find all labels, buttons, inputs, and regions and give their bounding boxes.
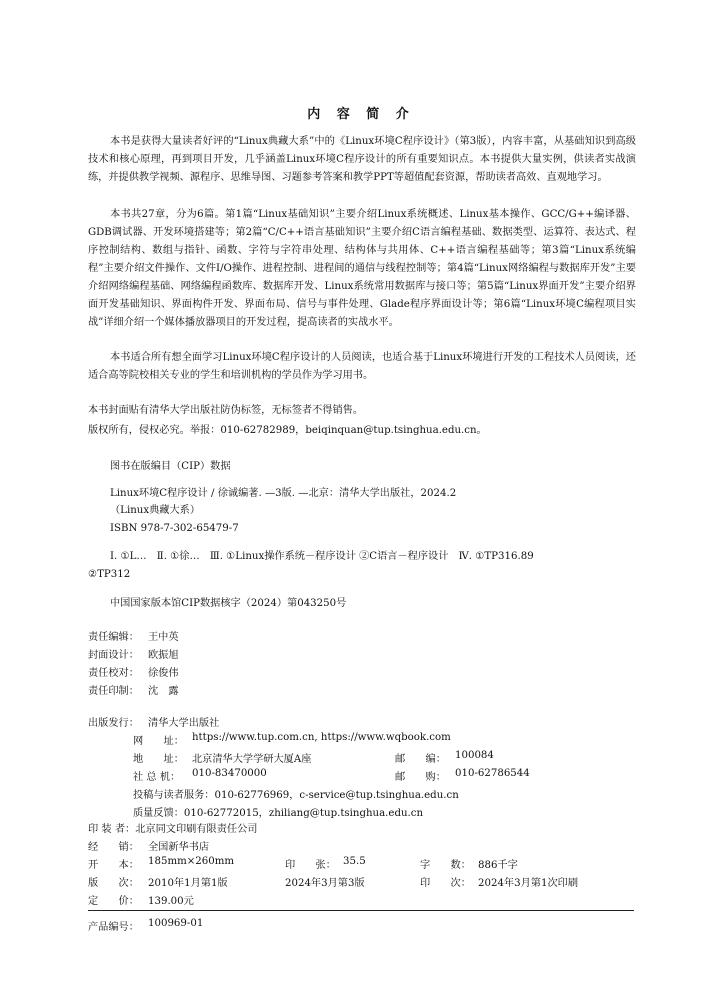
address-value: 北京清华大学学研大厦A座 [192,754,312,765]
edition-value: 2010年1月第1版 [148,878,228,889]
edition-label: 版 次： [88,878,139,889]
sheets-value: 35.5 [343,856,366,867]
notice-copyright: 版权所有，侵权必究。举报：010-62782989，beiqinquan@tup.tsinghua.edu.cn。 [88,425,487,436]
address-label: 地 址： [133,754,184,765]
editor-value: 王中英 [148,632,179,643]
intro-paragraph-2: 本书共27章，分为6篇。第1篇“Linux基础知识”主要介绍Linux系统概述、Linux基本操作、GCC/G++编译器、GDB调试器、开发环境搭建等；第2篇“C/C++语言基础知识”主要介绍C语言编程基础、数据类型、运算符、表达式、程序控制结构、数组与指针、函数、字符与字符串处理、结构体与共用体、C++语言编程基础等；第3篇“Linux系统编程”主要介绍文件操作、文件I/O操作、进程控制、进程间的通信与线程控制等；第4篇“Linux网络编程与数据库开发”主要介绍网络编程基础、网络编程函数库、数据库开发、Linux系统常用数据库与接口等；第5篇“Linux界面开发”主要介绍界面开发基础知识、界面构件开发、界面布局、信号与事件处理、Glade程序界面设计等；第6篇“Linux环境C编程项目实战”详细介绍一个媒体播放器项目的开发过程，提高读者的实战水平。 [88,209,636,328]
reader-service: 投稿与读者服务：010-62776969，c-service@tup.tsinghua.edu.cn [133,790,459,801]
price-value: 139.00元 [148,896,194,907]
proofreader-value: 徐俊伟 [148,668,179,679]
website-label: 网 址： [133,736,184,747]
switchboard-label: 社 总 机： [133,772,181,783]
cover-designer-value: 欧振旭 [148,650,179,661]
word-count-value: 886千字 [478,860,518,871]
intro-paragraph-3: 本书适合所有想全面学习Linux环境C程序设计的人员阅读，也适合基于Linux环境进行开发的工程技术人员阅读，还适合高等院校相关专业的学生和培训机构的学员作为学习用书。 [88,352,636,381]
notice-anti-counterfeit: 本书封面贴有清华大学出版社防伪标签，无标签者不得销售。 [88,405,364,416]
cip-isbn: ISBN 978-7-302-65479-7 [110,523,239,534]
cip-line-1: Linux环境C程序设计 / 徐诚编著. —3版. —北京：清华大学出版社，2024.2 [110,488,457,499]
cip-record: 中国国家版本馆CIP数据核字（2024）第043250号 [110,598,347,609]
impression-label: 印 次： [420,878,471,889]
website-value: https://www.tup.com.cn, https://www.wqbook.com [192,732,451,743]
cip-classification-2: ②TP312 [88,569,131,580]
format-label: 开 本： [88,860,139,871]
distributor-value: 全国新华书店 [148,842,210,853]
distributor-label: 经 销： [88,842,139,853]
impression-value: 2024年3月第1次印刷 [478,878,579,889]
postcode-label: 邮 编： [395,754,446,765]
postcode-value: 100084 [455,750,494,761]
sheets-label: 印 张： [285,860,336,871]
print-manager-label: 责任印制： [88,686,139,697]
publisher-name: 清华大学出版社 [148,718,220,729]
mail-order-value: 010-62786544 [455,768,530,779]
proofreader-label: 责任校对： [88,668,139,679]
price-label: 定 价： [88,896,139,907]
product-code-value: 100969-01 [148,918,204,929]
intro-paragraph-1: 本书是获得大量读者好评的“Linux典藏大系”中的《Linux环境C程序设计》（第3版），内容丰富，从基础知识到高级技术和核心原理，再到项目开发，几乎涵盖Linux环境C程序设计的所有重要知识点。本书提供大量实例，供读者实战演练，并提供教学视频、源程序、思维导图、习题参考答案和教学PPT等超值配套资源，帮助读者高效、直观地学习。 [88,136,636,183]
divider [88,910,634,911]
print-manager-value: 沈 露 [148,686,179,697]
publisher-label: 出版发行： [88,718,139,729]
editor-label: 责任编辑： [88,632,139,643]
page-title: 内 容 简 介 [307,107,415,122]
product-code-label: 产品编号： [88,922,139,933]
printer: 印 装 者：北京同文印刷有限责任公司 [88,824,258,835]
cip-heading: 图书在版编目（CIP）数据 [110,461,231,472]
quality-feedback: 质量反馈：010-62772015，zhiliang@tup.tsinghua.edu.cn [133,808,424,819]
word-count-label: 字 数： [420,860,471,871]
cip-classification: Ⅰ. ①L… Ⅱ. ①徐… Ⅲ. ①Linux操作系统－程序设计 ②C语言－程序设计 Ⅳ. ①TP316.89 [110,551,534,562]
edition-third: 2024年3月第3版 [285,878,365,889]
cover-designer-label: 封面设计： [88,650,139,661]
switchboard-value: 010-83470000 [192,768,267,779]
format-value: 185mm×260mm [148,856,235,867]
cip-line-2: （Linux典藏大系） [110,505,201,516]
mail-order-label: 邮 购： [395,772,446,783]
